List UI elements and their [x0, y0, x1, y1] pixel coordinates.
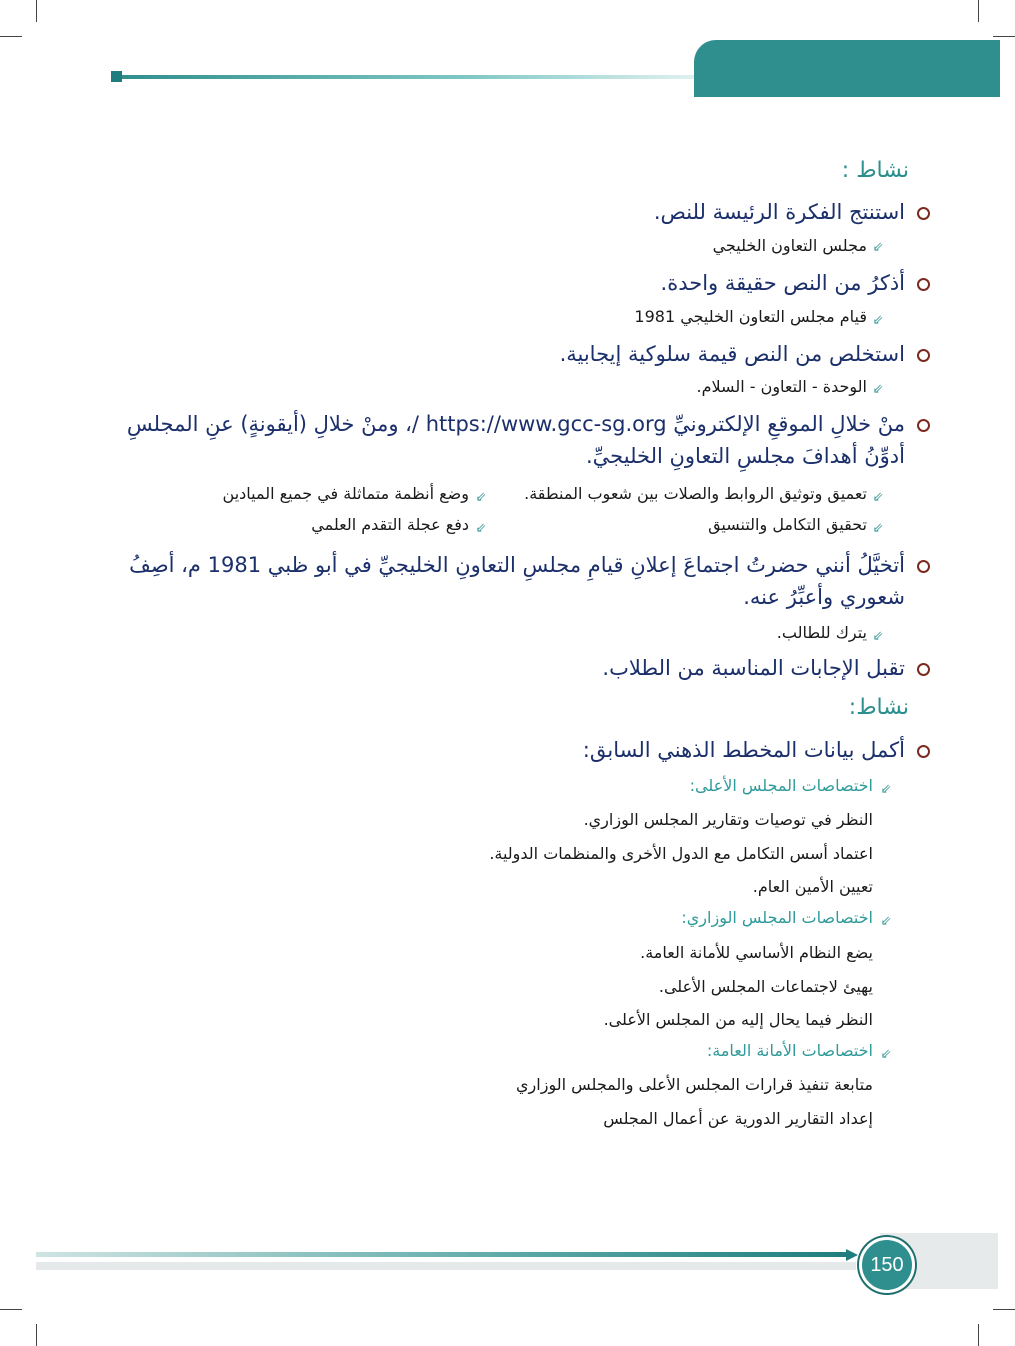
pencil-arrow-icon: ⇙: [872, 382, 884, 397]
pencil-arrow-icon: ⇙: [475, 521, 487, 536]
circle-bullet-icon: [917, 207, 930, 220]
answer-line: دفع عجلة التقدم العلمي: [311, 515, 469, 534]
circle-bullet-icon: [917, 745, 930, 758]
question-text: أذكرُ من النص حقيقة واحدة.: [660, 271, 905, 295]
pencil-arrow-icon: ⇙: [872, 240, 884, 255]
group-line: النظر فيما يحال إليه من المجلس الأعلى.: [603, 1010, 873, 1029]
header-rule: [118, 75, 694, 79]
pencil-arrow-icon: ⇙: [880, 782, 892, 797]
answer-line: مجلس التعاون الخليجي: [712, 236, 867, 255]
answer-line: قيام مجلس التعاون الخليجي 1981: [634, 307, 867, 326]
group-line: النظر في توصيات وتقارير المجلس الوزاري.: [583, 810, 873, 829]
group-line: متابعة تنفيذ قرارات المجلس الأعلى والمجلس الوزاري: [516, 1075, 873, 1094]
circle-bullet-icon: [917, 663, 930, 676]
pencil-arrow-icon: ⇙: [880, 914, 892, 929]
question-text: استنتج الفكرة الرئيسة للنص.: [653, 200, 905, 224]
footer-arrow-icon: [846, 1249, 858, 1261]
answer-line: تعميق وتوثيق الروابط والصلات بين شعوب المنطقة.: [524, 484, 867, 503]
question-4: [105, 408, 905, 472]
answer-line: يترك للطالب.: [776, 623, 867, 642]
answer-line: وضع أنظمة متماثلة في جميع الميادين: [222, 484, 469, 503]
circle-bullet-icon: [917, 419, 930, 432]
question-text: أكمل بيانات المخطط الذهني السابق:: [582, 738, 905, 762]
activity-title: نشاط:: [848, 695, 909, 720]
question-5: [105, 549, 905, 613]
group-heading: اختصاصات الأمانة العامة:: [706, 1041, 873, 1060]
group-line: يهيئ لاجتماعات المجلس الأعلى.: [658, 977, 873, 996]
crop-mark: [978, 0, 979, 22]
question-2: [105, 267, 905, 299]
group-line: يضع النظام الأساسي للأمانة العامة.: [640, 943, 873, 962]
crop-mark: [36, 0, 37, 22]
crop-mark: [0, 1309, 22, 1310]
crop-mark: [978, 1324, 979, 1346]
question-3: [105, 338, 905, 370]
question-6: [105, 652, 905, 684]
circle-bullet-icon: [917, 560, 930, 573]
footer-band: [36, 1262, 856, 1270]
question-1: [105, 196, 905, 228]
footer-rule: [36, 1252, 846, 1257]
pencil-arrow-icon: ⇙: [880, 1047, 892, 1062]
pencil-arrow-icon: ⇙: [872, 521, 884, 536]
pencil-arrow-icon: ⇙: [872, 313, 884, 328]
circle-bullet-icon: [917, 278, 930, 291]
pencil-arrow-icon: ⇙: [872, 490, 884, 505]
question-text: تقبل الإجابات المناسبة من الطلاب.: [602, 656, 905, 680]
question-text: أتخيَّلُ أنني حضرتُ اجتماعَ إعلانِ قيامِ مجلسِ التعاونِ الخليجيِّ في أبو ظبي 1981 م، أصِفُ شعوري وأعبِّرُ عنه.: [129, 553, 905, 609]
question-7: [105, 734, 905, 766]
answer-line: تحقيق التكامل والتنسيق: [708, 515, 867, 534]
answer-line: الوحدة - التعاون - السلام.: [696, 377, 867, 396]
activity-title: نشاط :: [841, 158, 909, 183]
header-tab: [694, 40, 1000, 97]
group-heading: اختصاصات المجلس الأعلى:: [689, 776, 873, 795]
group-line: تعيين الأمين العام.: [752, 877, 873, 896]
header-square-marker: [111, 71, 122, 82]
page-number: 150: [859, 1237, 915, 1293]
pencil-arrow-icon: ⇙: [475, 490, 487, 505]
crop-mark: [993, 1309, 1015, 1310]
crop-mark: [993, 36, 1015, 37]
group-line: إعداد التقارير الدورية عن أعمال المجلس: [603, 1109, 873, 1128]
question-text: استخلص من النص قيمة سلوكية إيجابية.: [559, 342, 905, 366]
group-heading: اختصاصات المجلس الوزاري:: [681, 908, 873, 927]
question-text: منْ خلالِ الموقعِ الإلكترونيِّ https://www.gcc-sg.org /، ومنْ خلالِ (أيقونةٍ) عنِ المجلسِ أدوِّنُ أهدافَ مجلسِ التعاونِ الخليجيِّ.: [126, 412, 905, 468]
crop-mark: [36, 1324, 37, 1346]
pencil-arrow-icon: ⇙: [872, 629, 884, 644]
crop-mark: [0, 36, 22, 37]
circle-bullet-icon: [917, 349, 930, 362]
group-line: اعتماد أسس التكامل مع الدول الأخرى والمنظمات الدولية.: [489, 844, 873, 863]
